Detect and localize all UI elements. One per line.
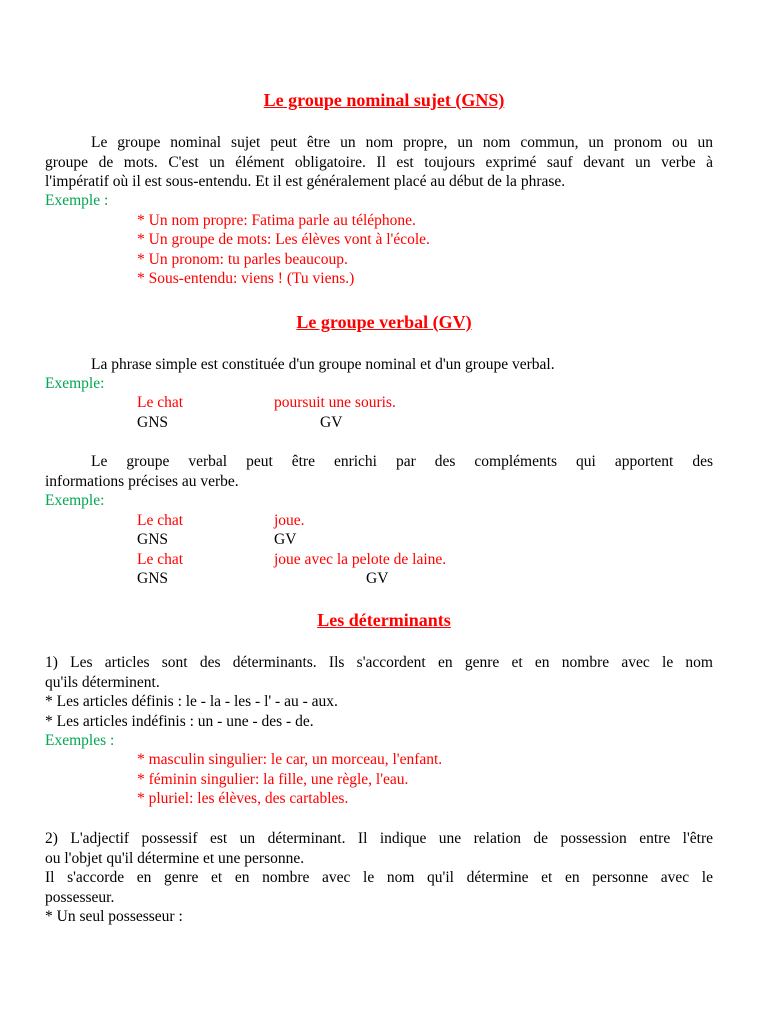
example-label: Exemple: — [45, 492, 105, 509]
example-item: * Un groupe de mots: Les élèves vont à l'école. — [137, 231, 430, 248]
bullet-seul-possesseur: * Un seul possesseur : — [45, 908, 183, 925]
paragraph-line: informations précises au verbe. — [45, 472, 239, 490]
example-item: * Sous-entendu: viens ! (Tu viens.) — [137, 270, 355, 287]
label-gns: GNS — [137, 531, 169, 548]
paragraph-line: qu'ils déterminent. — [45, 673, 160, 691]
example-verb-group: poursuit une souris. — [274, 394, 396, 411]
example-item: * Un nom propre: Fatima parle au téléphone. — [137, 212, 416, 229]
section-title-gv: Le groupe verbal (GV) — [296, 312, 472, 332]
example-verb-group: joue avec la pelote de laine. — [274, 551, 447, 568]
example-item: * Un pronom: tu parles beaucoup. — [137, 251, 348, 268]
paragraph-line: Il s'accorde en genre et en nombre avec le nom qu'il détermine et en personne avec le — [45, 869, 713, 886]
bullet-articles-definis: * Les articles définis : le - la - les - l' - au - aux. — [45, 693, 338, 710]
example-item: * féminin singulier: la fille, une règle, l'eau. — [137, 771, 409, 788]
example-subject: Le chat — [137, 512, 184, 529]
example-label: Exemples : — [45, 732, 115, 749]
paragraph-gns-definition — [45, 133, 713, 192]
paragraph-accord-possessif — [45, 868, 713, 907]
paragraph-gv-complements — [45, 452, 713, 491]
section-title-determinants: Les déterminants — [317, 610, 451, 630]
example-subject: Le chat — [137, 551, 184, 568]
example-item: * pluriel: les élèves, des cartables. — [137, 790, 349, 807]
label-gns: GNS — [137, 570, 169, 587]
paragraph-line: l'impératif où il est sous-entendu. Et il est généralement placé au début de la phrase. — [45, 173, 566, 190]
paragraph-articles — [45, 653, 713, 692]
example-label: Exemple : — [45, 192, 109, 209]
paragraph-line: ou l'objet qu'il détermine et une personne. — [45, 849, 305, 867]
example-subject: Le chat — [137, 394, 184, 411]
paragraph-line: groupe de mots. C'est un élément obligatoire. Il est toujours exprimé sauf devant un verbe à — [45, 153, 713, 171]
label-gv: GV — [366, 570, 389, 587]
paragraph-line: possesseur. — [45, 888, 115, 906]
paragraph-line: 2) L'adjectif possessif est un déterminant. Il indique une relation de possession entre l'être — [45, 830, 713, 847]
paragraph-adjectif-possessif — [45, 829, 713, 868]
paragraph-line: Le groupe verbal peut être enrichi par des compléments qui apportent des — [91, 453, 713, 470]
example-verb-group: joue. — [274, 512, 305, 529]
label-gv: GV — [274, 531, 297, 548]
section-title-gns: Le groupe nominal sujet (GNS) — [263, 90, 505, 110]
bullet-articles-indefinis: * Les articles indéfinis : un - une - des - de. — [45, 713, 314, 730]
paragraph-line: Le groupe nominal sujet peut être un nom propre, un nom commun, un pronom ou un — [91, 134, 713, 151]
label-gns: GNS — [137, 414, 169, 431]
paragraph-line: 1) Les articles sont des déterminants. Ils s'accordent en genre et en nombre avec le nom — [45, 654, 713, 671]
paragraph-gv-definition: La phrase simple est constituée d'un groupe nominal et d'un groupe verbal. — [91, 356, 555, 373]
example-label: Exemple: — [45, 375, 105, 392]
example-item: * masculin singulier: le car, un morceau, l'enfant. — [137, 751, 443, 768]
label-gv: GV — [320, 414, 343, 431]
